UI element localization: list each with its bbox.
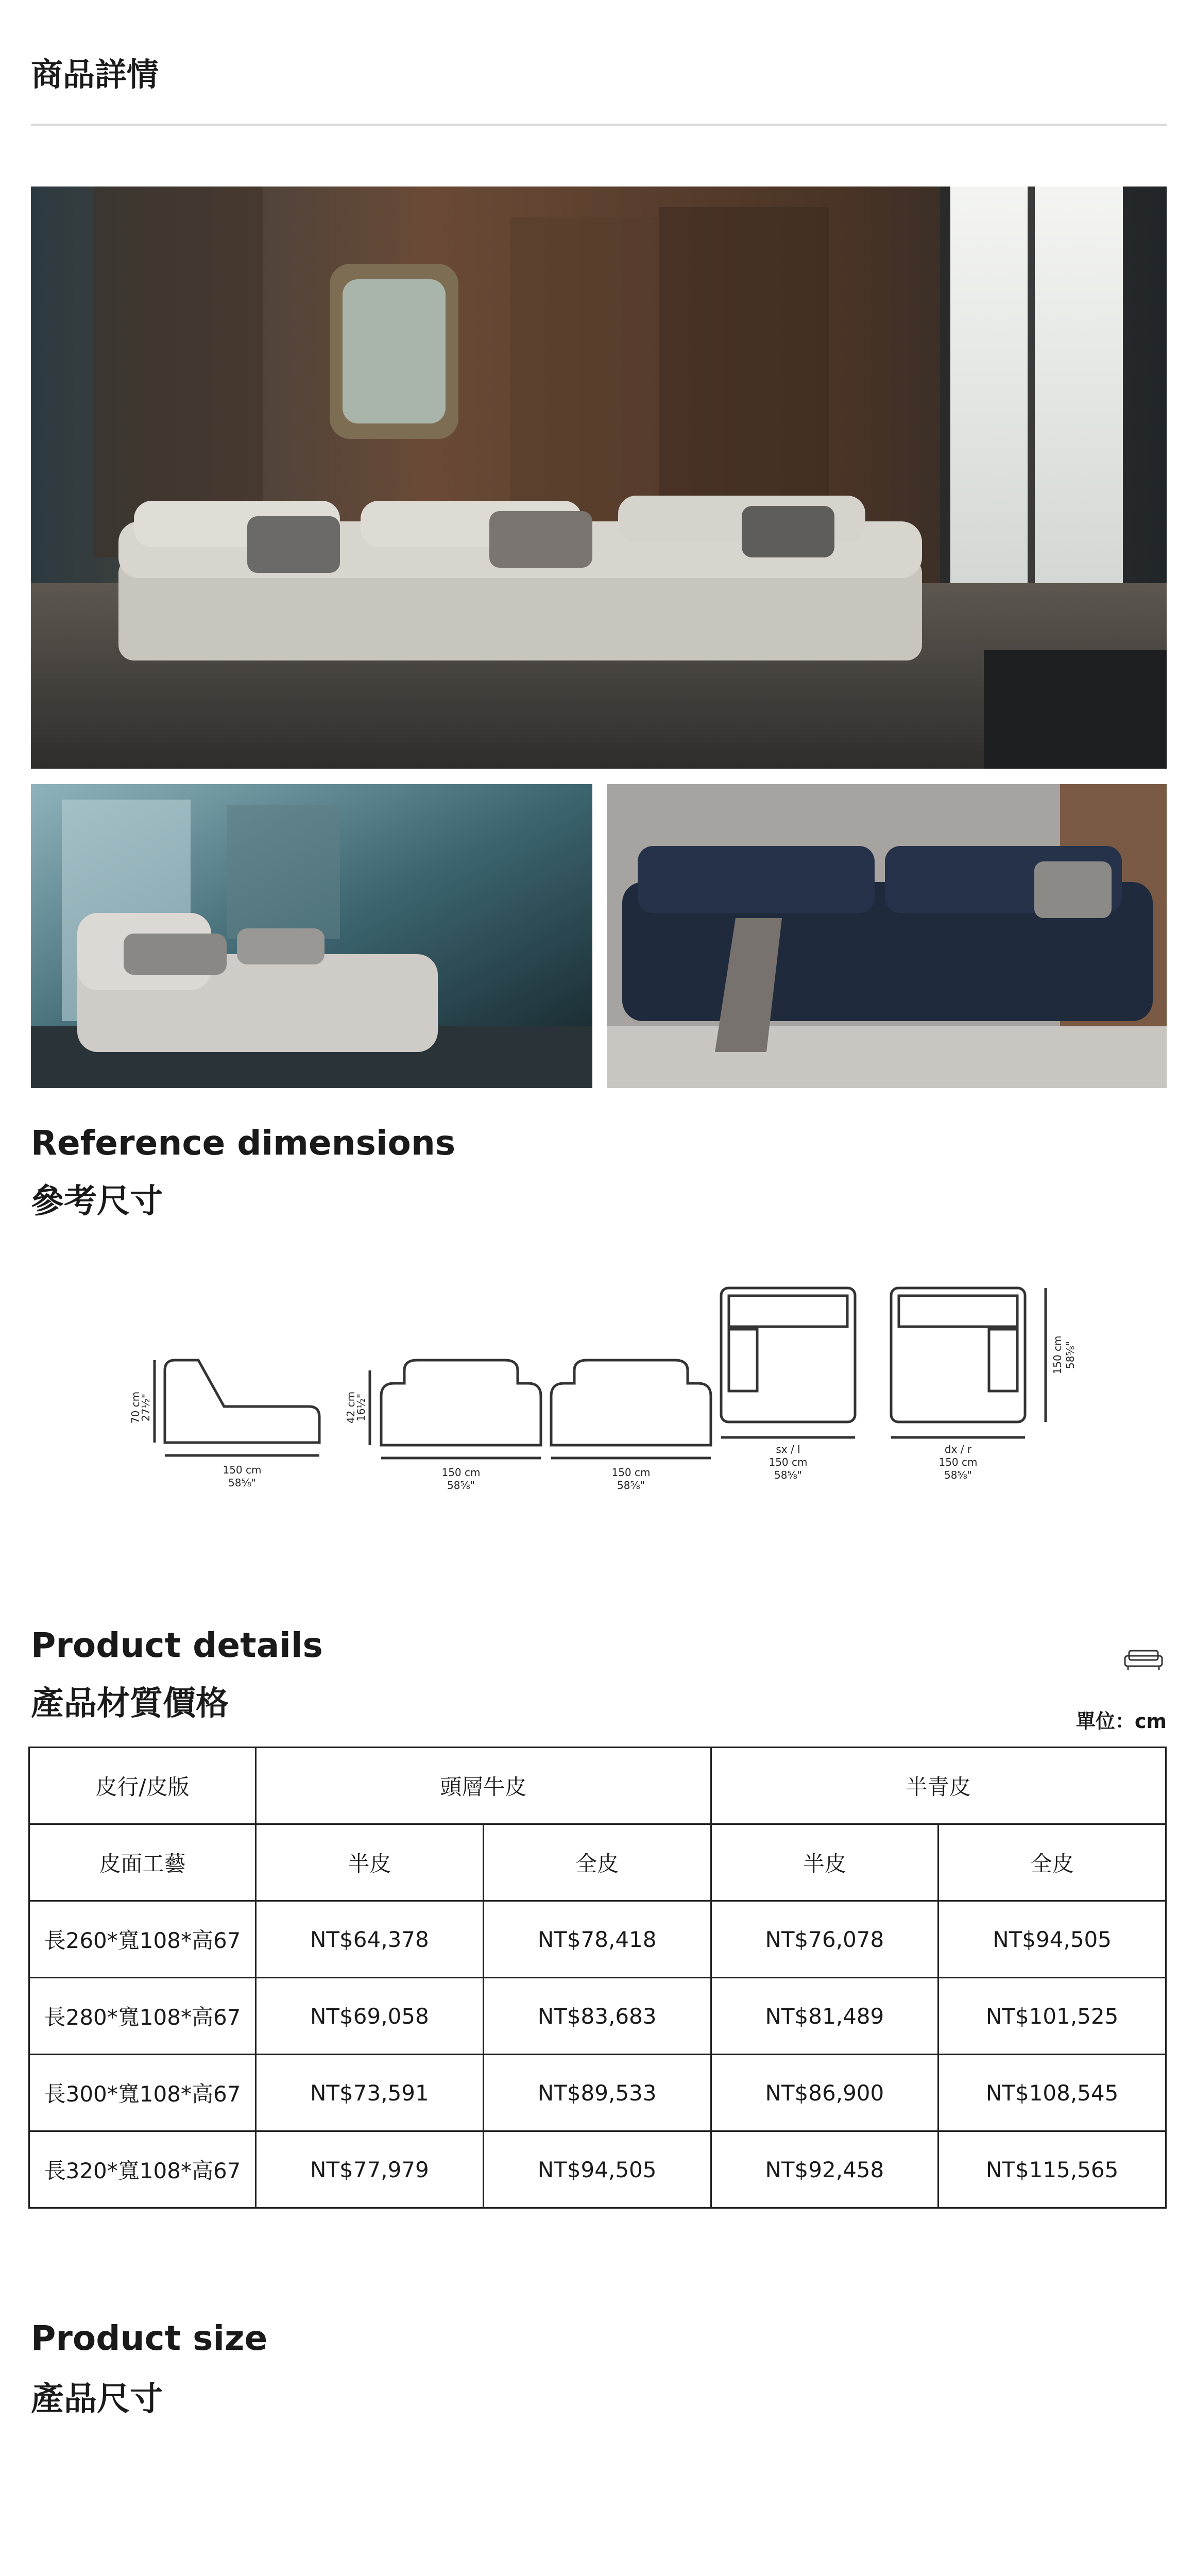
table-header-cell: 半皮 bbox=[711, 1824, 938, 1901]
table-cell: NT$73,591 bbox=[256, 2055, 484, 2131]
dx-label: dx / r bbox=[944, 1443, 972, 1455]
sofa-icon bbox=[1123, 1649, 1164, 1671]
table-cell: NT$101,525 bbox=[938, 1978, 1166, 2055]
table-cell: NT$108,545 bbox=[938, 2055, 1166, 2131]
height-label-2: 42 cm bbox=[345, 1391, 357, 1424]
table-row bbox=[29, 1901, 1166, 1978]
table-row bbox=[29, 1824, 1166, 1901]
width-label-1-in: 58⅝" bbox=[228, 1477, 257, 1489]
table-row bbox=[29, 2055, 1166, 2131]
dx-width: 150 cm bbox=[938, 1456, 978, 1468]
table-cell: NT$94,505 bbox=[938, 1901, 1166, 1978]
table-cell: NT$78,418 bbox=[483, 1901, 711, 1978]
table-header-cell: 半皮 bbox=[256, 1824, 484, 1901]
unit-label: 單位：cm bbox=[1076, 1710, 1167, 1733]
table-header-cell: 皮行/皮版 bbox=[29, 1748, 256, 1824]
sx-width: 150 cm bbox=[769, 1456, 808, 1468]
table-cell: NT$86,900 bbox=[711, 2055, 938, 2131]
table-cell: NT$92,458 bbox=[711, 2131, 938, 2208]
table-cell: 長320*寬108*高67 bbox=[29, 2131, 256, 2208]
details-title-en: Product details bbox=[31, 1625, 323, 1665]
details-title-zh: 產品材質價格 bbox=[31, 1685, 229, 1723]
reference-title-zh: 參考尺寸 bbox=[31, 1182, 163, 1221]
height-label-2-in: 16½" bbox=[355, 1393, 367, 1422]
navy-sofa-photo bbox=[607, 784, 1167, 1088]
table-cell: NT$69,058 bbox=[256, 1978, 484, 2055]
depth-label-in: 58⅝" bbox=[1064, 1341, 1077, 1369]
armchair-photo bbox=[31, 784, 592, 1088]
depth-label: 150 cm bbox=[1051, 1335, 1064, 1375]
table-row bbox=[29, 1978, 1166, 2055]
width-label-1: 150 cm bbox=[223, 1464, 262, 1476]
table-header-cell: 半青皮 bbox=[711, 1748, 1166, 1824]
table-cell: NT$94,505 bbox=[483, 2131, 711, 2208]
table-cell: NT$76,078 bbox=[711, 1901, 938, 1978]
table-cell: NT$81,489 bbox=[711, 1978, 938, 2055]
table-header-cell: 頭層牛皮 bbox=[256, 1748, 711, 1824]
sx-width-in: 58⅝" bbox=[774, 1469, 803, 1481]
table-cell: 長280*寬108*高67 bbox=[29, 1978, 256, 2055]
module-dx-outline bbox=[891, 1288, 1025, 1422]
size-title-en: Product size bbox=[31, 2318, 268, 2358]
table-header-cell: 全皮 bbox=[483, 1824, 711, 1901]
table-cell: NT$64,378 bbox=[256, 1901, 484, 1978]
size-title-zh: 產品尺寸 bbox=[31, 2380, 163, 2418]
width-label-3-in: 58⅝" bbox=[617, 1479, 645, 1492]
table-header-cell: 全皮 bbox=[938, 1824, 1166, 1901]
sofa-outline-1 bbox=[381, 1360, 541, 1445]
table-cell: 長300*寬108*高67 bbox=[29, 2055, 256, 2131]
page-title: 商品詳情 bbox=[31, 56, 159, 93]
table-row bbox=[29, 2131, 1166, 2208]
table-cell: NT$83,683 bbox=[483, 1978, 711, 2055]
sx-label: sx / l bbox=[776, 1443, 800, 1455]
module-sx-outline bbox=[721, 1288, 855, 1422]
table-cell: NT$89,533 bbox=[483, 2055, 711, 2131]
width-label-2: 150 cm bbox=[441, 1466, 481, 1479]
width-label-2-in: 58⅝" bbox=[447, 1479, 475, 1492]
dx-width-in: 58⅝" bbox=[944, 1469, 972, 1481]
table-cell: NT$77,979 bbox=[256, 2131, 484, 2208]
table-header-cell: 皮面工藝 bbox=[29, 1824, 256, 1901]
header-divider bbox=[31, 124, 1167, 126]
table-row bbox=[29, 1748, 1166, 1824]
hero-photo bbox=[31, 187, 1167, 769]
table-cell: 長260*寬108*高67 bbox=[29, 1901, 256, 1978]
sofa-outline-2 bbox=[551, 1360, 711, 1445]
dimension-drawings bbox=[124, 1273, 1195, 1561]
table-cell: NT$115,565 bbox=[938, 2131, 1166, 2208]
chaise-outline bbox=[165, 1360, 319, 1443]
height-label: 70 cm bbox=[129, 1391, 142, 1424]
height-label-in: 27½" bbox=[140, 1393, 152, 1422]
reference-title-en: Reference dimensions bbox=[31, 1123, 456, 1163]
price-table bbox=[28, 1747, 1167, 2209]
width-label-3: 150 cm bbox=[611, 1466, 651, 1479]
